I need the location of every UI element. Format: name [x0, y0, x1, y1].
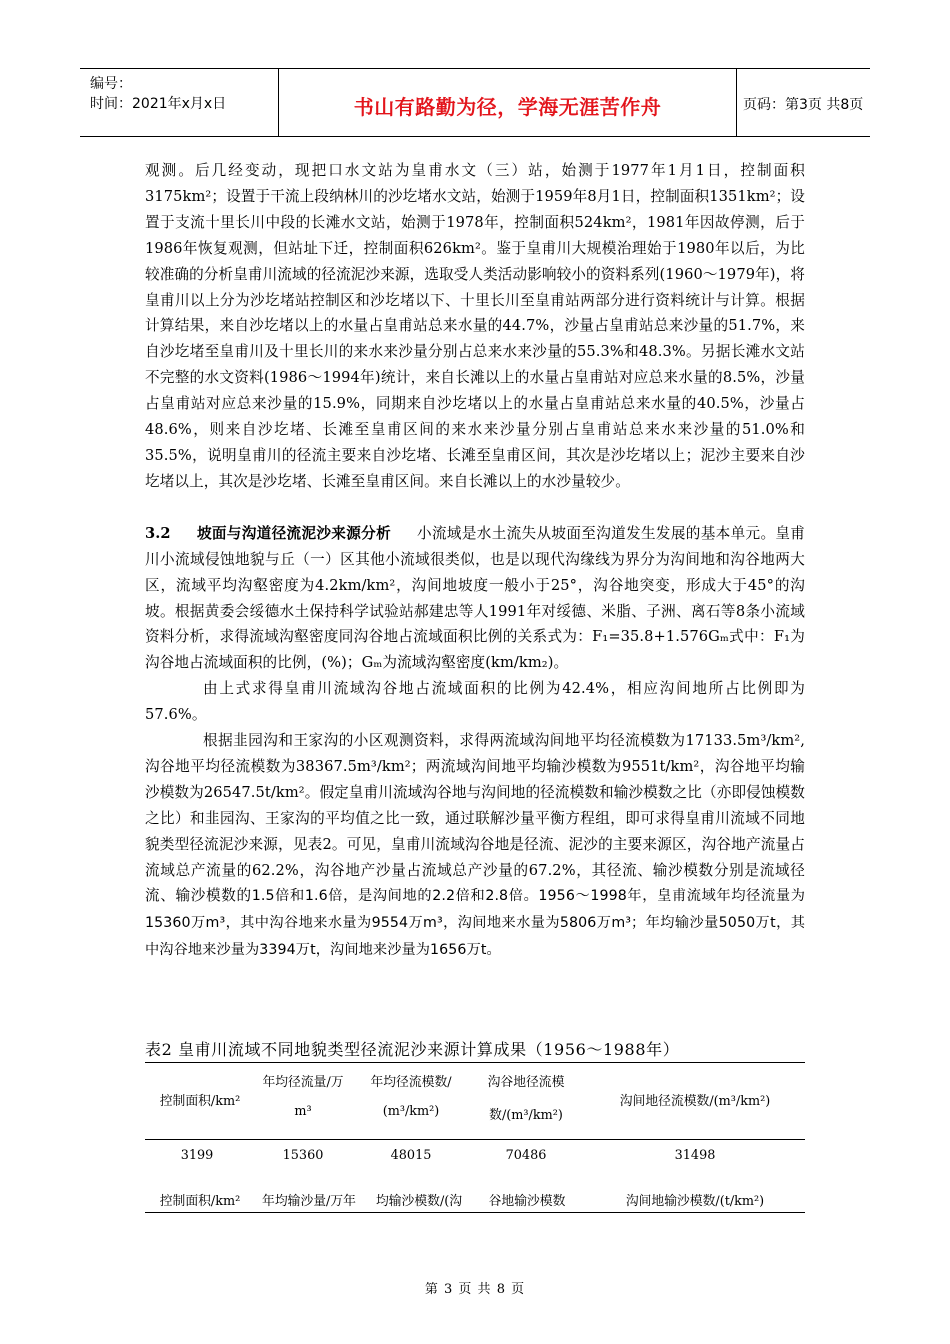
section-heading [145, 525, 417, 542]
paragraph-4-text: 根据韭园沟和王家沟的小区观测资料，求得两流域沟间地平均径流模数为17133.5m³/km²,沟谷地平均径流模数为38367.5m³/km²；两流域沟间地平均输沙模数为9551t/km²，沟谷地平均输沙模数为26547.5t/km²。假定皇甫川流域沟谷地与沟间地的径流模数和输沙模数之比（亦即侵蚀模数之比）和韭园沟、王家沟的平均值之比一致，通过联解沙量平衡方程组，即可求得皇甫川流域不同地貌类型径流泥沙来源，见表2。可见，皇甫川流域沟谷地是径流、泥沙的主要来源区，沟谷地产流量占流域总产流量的62.2%，沟谷地产沙量占流域总产沙量的67.2%，其径流、输沙模数分别是流域径流、输沙模数的 [145, 732, 805, 905]
header-page-cell [737, 69, 870, 136]
header-meta-cell [80, 69, 278, 136]
table-cell: 15360 [282, 1148, 324, 1163]
document-body [145, 158, 805, 964]
document-number-label: 编号： [90, 76, 132, 92]
table-cell: 31498 [674, 1148, 716, 1163]
table-header-cell: 年均输沙量/万年 [262, 1194, 356, 1209]
table-header-cell: 沟间地输沙模数/(t/km²) [625, 1194, 765, 1209]
table-header-cell: 沟间地径流模数/(m³/km²) [619, 1094, 771, 1109]
table-header-cell: 谷地输沙模数 [488, 1194, 566, 1209]
table-header-text: 年均径流量/万 [262, 1075, 344, 1090]
header-motto: 书山有路勤为径，学海无涯苦作舟 [353, 95, 662, 119]
table-header-cell: 均输沙模数/(沟 [375, 1194, 463, 1209]
paragraph-3: 由上式求得皇甫川流域沟谷地占流域面积的比例为42.4%，相应沟间地所占比例即为57.6%。 [145, 680, 805, 724]
table-cell: 3199 [180, 1148, 214, 1163]
paragraph-2-text: 小流域是水土流失从坡面至沟道发生发展的基本单元。皇甫川小流域侵蚀地貌与丘（一）区其他小流域很类似，也是以现代沟缘线为界分为沟间地和沟谷地两大区，流域平均沟壑密度为4.2km/km²，沟间地坡度一般小于25°，沟谷地突变，形成大于45°的沟坡。根据黄委会绥德水土保持科学试验站郝建忠等人1991年对绥德、米脂、子洲、离石等8条小流域资料分析，求得流域沟壑密度同沟谷地占流域面积比例的关系式为：F₁=35.8+1.576Gₘ式中：F₁为沟谷地占流域面积的比例，(%)；Gₘ为流域沟壑密度(km/km₂)。 [145, 524, 805, 672]
page-header [80, 68, 870, 137]
table-cell: 48015 [390, 1148, 432, 1163]
results-table [145, 1062, 805, 1213]
paragraph-4-tail-a: 1.5倍和1.6倍，是沟间地的2.2倍和2.8倍。1956～1998年，皇甫流域年均径流量为 [251, 888, 805, 905]
section-title: 坡面与沟道径流泥沙来源分析 [196, 524, 392, 542]
header-motto-cell [278, 69, 737, 136]
table-cell: 70486 [505, 1148, 547, 1163]
table-header-cell [357, 1071, 465, 1119]
paragraph-4 [145, 728, 805, 964]
table-header-text: (m³/km²) [382, 1104, 440, 1119]
table-header-row-2 [145, 1172, 805, 1212]
table-header-cell: 控制面积/km² [159, 1094, 241, 1109]
section-number: 3.2 [145, 524, 171, 542]
table-caption: 表2 皇甫川流域不同地貌类型径流泥沙来源计算成果（1956～1988年） [145, 1040, 680, 1059]
document-date: 时间：2021年x月x日 [90, 96, 227, 112]
table-header-text: m³ [294, 1104, 312, 1119]
table-header-text: 数/(m³/km²) [489, 1108, 563, 1123]
paragraph-2 [145, 521, 805, 676]
table-header-cell [471, 1071, 581, 1123]
paragraph-4-tail-b: 15360万m³，其中沟谷地来水量为9554万m³，沟间地来水量为5806万m³；年均输沙量5050万t，其中沟谷地来沙量为3394万t，沟间地来沙量为1656万t。 [145, 915, 805, 959]
table-header-cell [249, 1071, 357, 1119]
page-footer: 第 3 页 共 8 页 [424, 1282, 526, 1297]
table-header-text: 沟谷地径流模 [487, 1075, 565, 1090]
table-row [145, 1140, 805, 1172]
header-page-info: 页码：第3页 共8页 [743, 97, 864, 113]
table-header-row [145, 1063, 805, 1140]
table-header-text: 年均径流模数/ [370, 1075, 452, 1090]
table-header-cell: 控制面积/km² [159, 1194, 241, 1209]
paragraph-1: 观测。后几经变动，现把口水文站为皇甫水文（三）站，始测于1977年1月1日，控制面积3175km²；设置于干流上段纳林川的沙圪堵水文站，始测于1959年8月1日，控制面积1351km²；设置于支流十里长川中段的长滩水文站，始测于1978年，控制面积524km²，1981年因故停测，后于1986年恢复观测，但站址下迁，控制面积626km²。鉴于皇甫川大规模治理始于1980年以后，为比较准确的分析皇甫川流域的径流泥沙来源，选取受人类活动影响较小的资料系列(1960～1979年)，将皇甫川以上分为沙圪堵站控制区和沙圪堵以下、十里长川至皇甫站两部分进行资料统计与计算。根据计算结果，来自沙圪堵以上的水量占皇甫站总来水量的44.7%，沙量占皇甫站总来沙量的51.7%，来自沙圪堵至皇甫川及十里长川的来水来沙量分别占总来水来沙量的55.3%和48.3%。另据长滩水文站不完整的水文资料(1986～1994年)统计，来自长滩以上的水量占皇甫站对应总来水量的8.5%，沙量占皇甫站对应总来沙量的15.9%，同期来自沙圪堵以上的水量占皇甫站总来水量的40.5%，沙量占48.6%，则来自沙圪堵、长滩至皇甫区间的来水来沙量分别占皇甫站总来水来沙量的51.0%和35.5%，说明皇甫川的径流主要来自沙圪堵、长滩至皇甫区间，其次是沙圪堵以上；泥沙主要来自沙圪堵以上，其次是沙圪堵、长滩至皇甫区间。来自长滩以上的水沙量较少。 [145, 162, 805, 490]
